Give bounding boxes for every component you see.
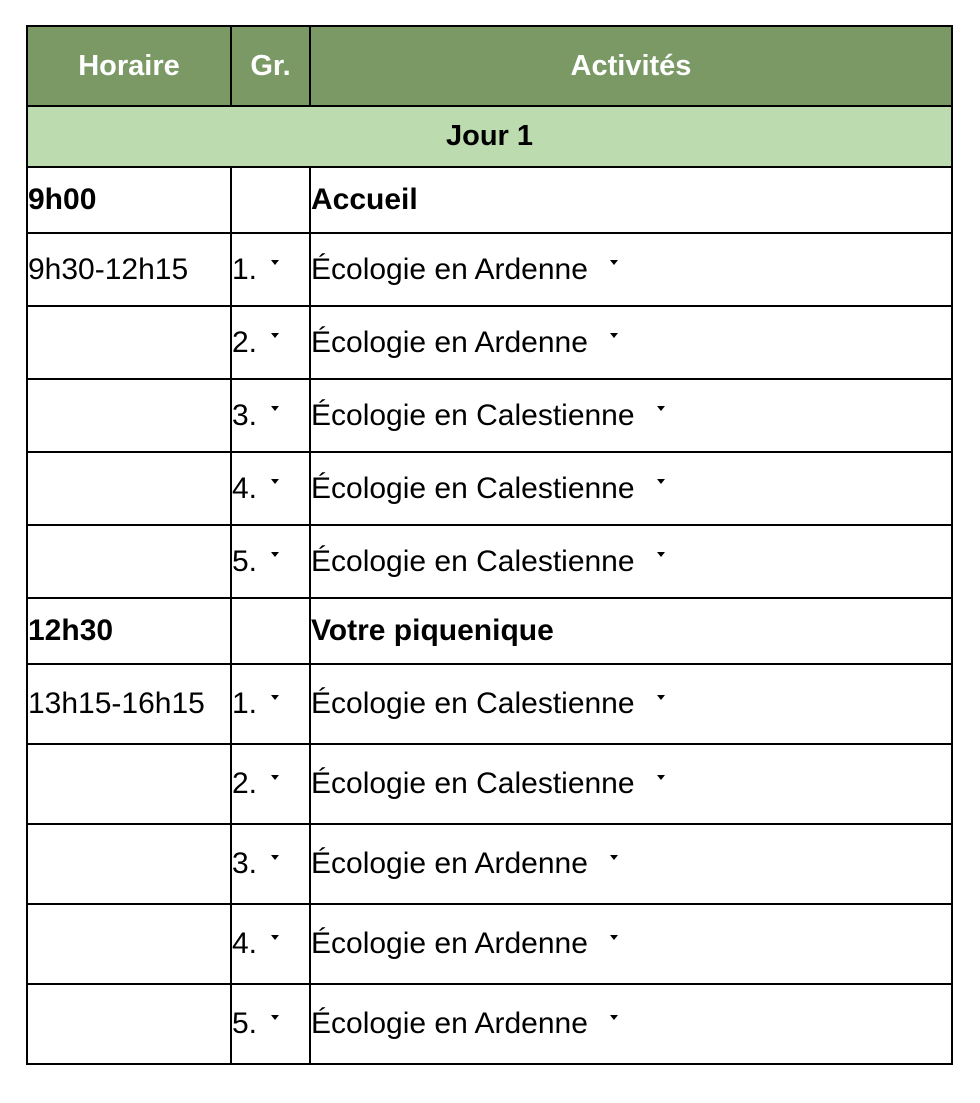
activity-value: Écologie en Calestienne [311,544,635,578]
activity-value: Écologie en Calestienne [311,767,635,800]
group-value: 4. [232,927,258,960]
caret-down-icon[interactable] [610,935,618,940]
table-row [27,306,952,379]
group-dropdown[interactable] [231,744,310,824]
schedule-table [26,25,953,1065]
activity-value: Écologie en Ardenne [311,847,588,880]
caret-down-icon[interactable] [271,695,279,700]
activity-dropdown[interactable] [310,904,952,984]
caret-down-icon[interactable] [271,855,279,860]
group-dropdown[interactable] [231,664,310,744]
header-row [27,26,952,106]
caret-down-icon[interactable] [271,935,279,940]
caret-down-icon[interactable] [271,479,279,484]
day-title: Jour 1 [27,106,952,167]
lunch-time: 12h30 [27,598,231,664]
empty-time-cell [27,744,231,824]
activity-dropdown[interactable] [310,525,952,598]
caret-down-icon[interactable] [271,552,279,557]
activity-value: Écologie en Calestienne [311,687,635,720]
table-row [27,744,952,824]
caret-down-icon[interactable] [610,855,618,860]
caret-down-icon[interactable] [271,260,279,265]
activity-value: Écologie en Calestienne [311,471,635,505]
table-row [27,664,952,744]
group-value: 1. [232,252,258,286]
empty-time-cell [27,904,231,984]
group-value: 3. [232,398,258,432]
caret-down-icon[interactable] [271,406,279,411]
empty-time-cell [27,824,231,904]
caret-down-icon[interactable] [271,775,279,780]
caret-down-icon[interactable] [271,1015,279,1020]
activity-value: Écologie en Ardenne [311,1007,588,1040]
group-dropdown[interactable] [231,984,310,1064]
empty-time-cell [27,306,231,379]
group-dropdown[interactable] [231,452,310,525]
caret-down-icon[interactable] [610,1015,618,1020]
empty-time-cell [27,525,231,598]
caret-down-icon[interactable] [657,775,665,780]
activity-dropdown[interactable] [310,452,952,525]
activity-dropdown[interactable] [310,984,952,1064]
group-dropdown[interactable] [231,525,310,598]
header-horaire: Horaire [27,26,231,106]
group-value: 3. [232,847,258,880]
caret-down-icon[interactable] [657,695,665,700]
activity-dropdown[interactable] [310,824,952,904]
session-time: 9h30-12h15 [27,233,231,306]
activity-dropdown[interactable] [310,233,952,306]
table-row [27,904,952,984]
empty-time-cell [27,452,231,525]
group-value: 2. [232,767,258,800]
arrival-label: Accueil [310,167,952,233]
group-value: 2. [232,325,258,359]
caret-down-icon[interactable] [610,333,618,338]
header-groupe: Gr. [231,26,310,106]
group-value: 5. [232,1007,258,1040]
day-row [27,106,952,167]
empty-time-cell [27,379,231,452]
activity-value: Écologie en Ardenne [311,325,588,359]
empty-group-cell [231,167,310,233]
activity-dropdown[interactable] [310,306,952,379]
group-dropdown[interactable] [231,233,310,306]
table-row [27,525,952,598]
session-time: 13h15-16h15 [27,664,231,744]
caret-down-icon[interactable] [657,406,665,411]
caret-down-icon[interactable] [657,479,665,484]
group-dropdown[interactable] [231,904,310,984]
empty-group-cell [231,598,310,664]
lunch-label: Votre piquenique [310,598,952,664]
group-dropdown[interactable] [231,824,310,904]
caret-down-icon[interactable] [271,333,279,338]
activity-value: Écologie en Ardenne [311,927,588,960]
group-value: 1. [232,687,258,720]
group-value: 5. [232,544,258,578]
table-row [27,824,952,904]
table-row [27,452,952,525]
arrival-time: 9h00 [27,167,231,233]
group-dropdown[interactable] [231,379,310,452]
table-row [27,379,952,452]
activity-dropdown[interactable] [310,664,952,744]
activity-value: Écologie en Calestienne [311,398,635,432]
table-row [27,984,952,1064]
activity-dropdown[interactable] [310,379,952,452]
group-value: 4. [232,471,258,505]
group-dropdown[interactable] [231,306,310,379]
header-activites: Activités [310,26,952,106]
activity-value: Écologie en Ardenne [311,252,588,286]
caret-down-icon[interactable] [657,552,665,557]
empty-time-cell [27,984,231,1064]
activity-dropdown[interactable] [310,744,952,824]
caret-down-icon[interactable] [610,260,618,265]
arrival-row [27,167,952,233]
table-row [27,233,952,306]
lunch-row [27,598,952,664]
